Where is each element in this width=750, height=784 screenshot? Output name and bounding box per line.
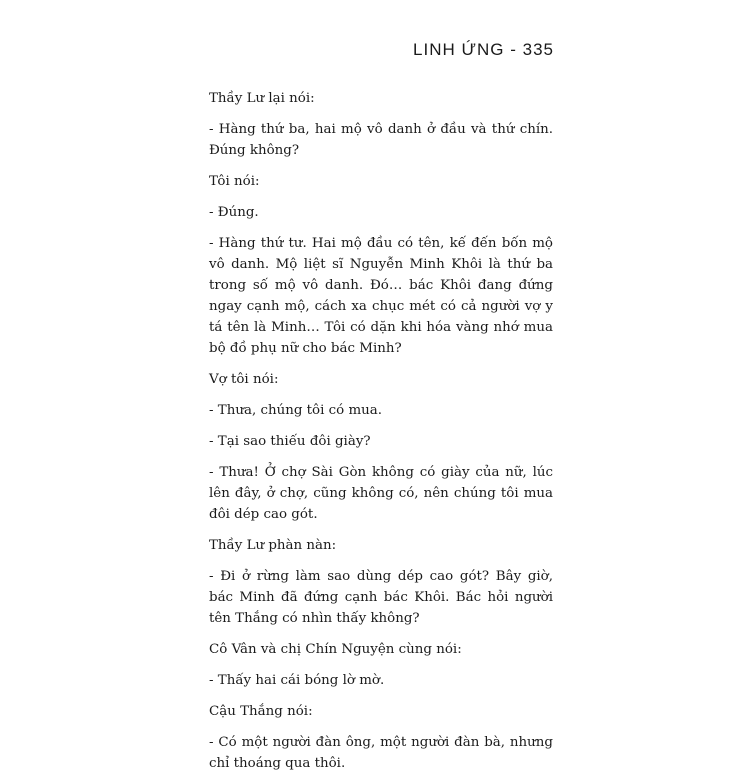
paragraph: Thầy Lư phàn nàn: [209,538,337,553]
paragraph: Cậu Thắng nói: [209,704,313,719]
paragraph: - Thưa! Ở chợ Sài Gòn không có giày của nữ, lúc lên đây, ở chợ, cũng không có, nên chúng tôi mua đôi dép cao gót. [209,465,553,522]
paragraph: Thầy Lư lại nói: [209,91,315,106]
paragraph: - Hàng thứ ba, hai mộ vô danh ở đầu và thứ chín. Đúng không? [209,122,553,158]
running-header: LINH ỨNG - 335 [413,40,554,59]
paragraph: Vợ tôi nói: [209,372,279,387]
paragraph: - Thưa, chúng tôi có mua. [209,403,383,418]
paragraph: - Đi ở rừng làm sao dùng dép cao gót? Bây giờ, bác Minh đã đứng cạnh bác Khôi. Bác hỏi người tên Thắng có nhìn thấy không? [209,569,553,626]
paragraph: - Có một người đàn ông, một người đàn bà, nhưng chỉ thoáng qua thôi. [209,735,553,771]
paragraph: - Đúng. [209,205,259,220]
paragraph: - Thấy hai cái bóng lờ mờ. [209,673,385,688]
paragraph: Cô Vân và chị Chín Nguyện cùng nói: [209,642,462,657]
paragraph: - Hàng thứ tư. Hai mộ đầu có tên, kế đến bốn mộ vô danh. Mộ liệt sĩ Nguyễn Minh Khôi là thứ ba trong số mộ vô danh. Đó… bác Khôi đang đứng ngay cạnh mộ, cách xa chục mét có cả người vợ y tá tên là Minh… Tôi có dặn khi hóa vàng nhớ mua bộ đồ phụ nữ cho bác Minh? [209,236,553,356]
body-text [209,88,553,784]
paragraph: - Tại sao thiếu đôi giày? [209,434,371,449]
paragraph: Tôi nói: [209,174,260,189]
